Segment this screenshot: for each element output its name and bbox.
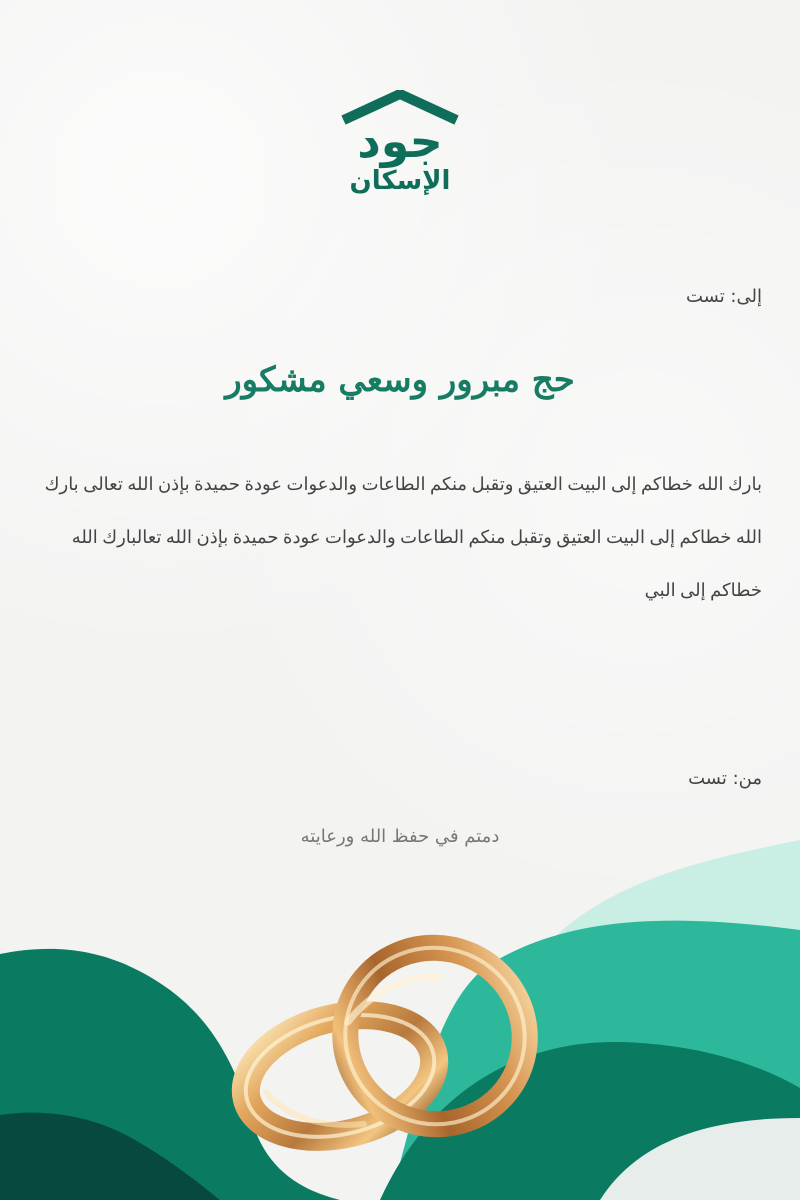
card-title: حج مبرور وسعي مشكور [225,360,575,400]
gold-wedding-rings-icon [230,930,560,1160]
card-message: بارك الله خطاكم إلى البيت العتيق وتقبل منكم الطاعات والدعوات عودة حميدة بإذن الله تعالى بارك الله خطاكم إلى البيت العتيق وتقبل منكم الطاعات والدعوات عودة حميدة بإذن الله تعالبارك الله خطاكم إلى البي [44,474,762,600]
brand-name-secondary: الإسكان [349,166,451,196]
closing-line: دمتم في حفظ الله ورعايته [300,826,500,847]
brand-logo [330,90,470,205]
brand-name-primary: جود [357,114,443,168]
sender-line: من: تست [688,768,762,789]
recipient-line: إلى: تست [685,286,762,307]
